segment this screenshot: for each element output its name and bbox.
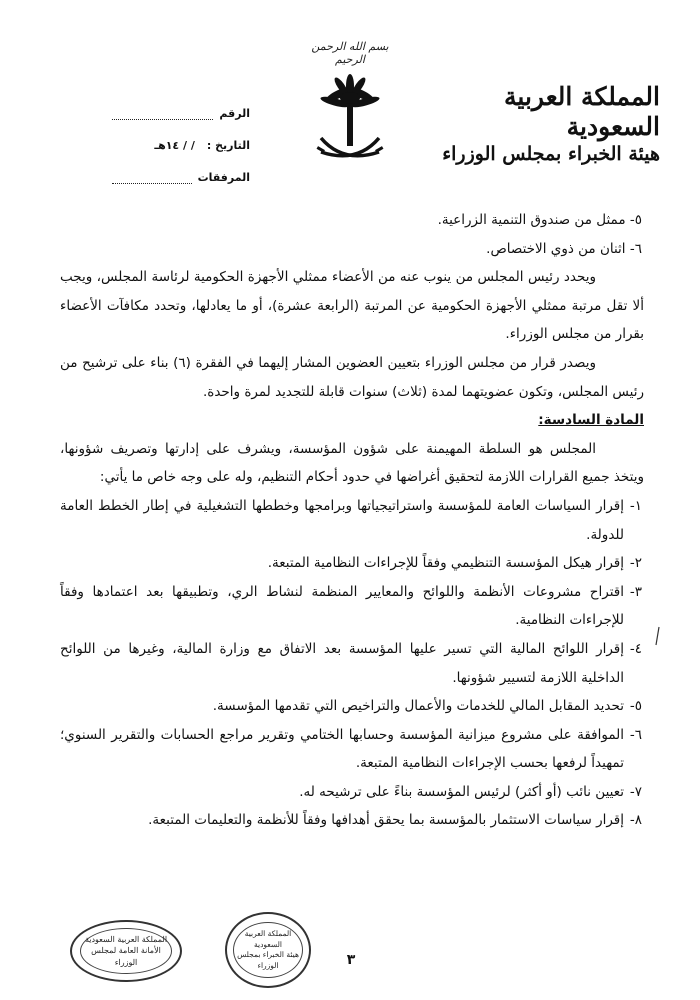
authority-name: هيئة الخبراء بمجلس الوزراء — [442, 143, 660, 165]
list-item-number: ٤- — [629, 640, 642, 657]
list-item — [60, 692, 644, 721]
basmala: بسم الله الرحمن الرحيم — [311, 40, 389, 66]
list-item-text: إقرار هيكل المؤسسة التنظيمي وفقاً للإجراءات النظامية المتبعة. — [267, 555, 624, 572]
list-item — [60, 635, 644, 692]
stamp-text: المملكة العربية السعودية — [244, 929, 292, 949]
list-item-number: ١- — [629, 497, 642, 514]
stamp-inner-ring — [80, 928, 173, 974]
reference-row — [112, 88, 250, 120]
list-item — [60, 721, 644, 778]
list-item-number: ٥- — [629, 698, 642, 715]
list-item — [60, 549, 644, 578]
list-item-text: إقرار السياسات العامة للمؤسسة واستراتيجياتها وبرامجها وخططها التشغيلية في إطار الخطط العامة للدولة. — [60, 497, 624, 543]
article-heading: المادة السادسة: — [538, 412, 644, 429]
list-item-text: إقرار اللوائح المالية التي تسير عليها المؤسسة بعد الاتفاق مع وزارة المالية، وغيرها من اللوائح الداخلية اللازمة لتسيير شؤونها. — [60, 640, 624, 686]
list-item-number: ٧- — [629, 783, 642, 800]
list-item-number: ٢- — [629, 555, 642, 572]
list-item — [60, 492, 644, 549]
list-item-text: اقتراح مشروعات الأنظمة واللوائح والمعايير المنظمة لنشاط الري، وتطبيقها بعد اعتمادها وفقاً للإجراءات النظامية. — [60, 583, 624, 629]
date-label: التاريخ : — [206, 139, 250, 152]
saudi-emblem-icon — [313, 72, 387, 172]
list-item-text: الموافقة على مشروع ميزانية المؤسسة وحسابها الختامي وتقرير مراجع الحسابات والتقرير السنوي؛ تمهيداً لرفعها بحسب الإجراءات النظامية المتبعة. — [60, 726, 624, 772]
reference-block — [112, 88, 250, 184]
reference-line — [112, 107, 213, 120]
letterhead-title — [420, 82, 660, 168]
list-item-text: تعيين نائب (أو أكثر) لرئيس المؤسسة بناءً على ترشيحه له. — [299, 783, 624, 800]
page-number: ٣ — [346, 952, 356, 968]
margin-mark-icon — [654, 626, 662, 646]
list-item-number: ٦- — [629, 726, 642, 743]
kingdom-name: المملكة العربية السعودية — [504, 82, 660, 141]
attachments-label: المرفقات — [197, 171, 250, 184]
general-secretariat-stamp — [70, 920, 182, 982]
paragraph-appointment: ويصدر قرار من مجلس الوزراء بتعيين العضوين المشار إليهما في الفقرة (٦) بناء على ترشيح من رئيس المجلس، وتكون عضويتهما لمدة (ثلاث) سنوات قابلة للتجديد لمرة واحدة. — [60, 354, 644, 400]
list-item — [60, 778, 644, 807]
list-item-text: تحديد المقابل المالي للخدمات والأعمال والتراخيص التي تقدمها المؤسسة. — [212, 698, 624, 715]
document-body — [60, 206, 644, 835]
attachments-line — [112, 171, 192, 184]
list-item — [60, 806, 644, 835]
stamp-text: الأمانة العامة لمجلس الوزراء — [91, 946, 161, 967]
list-item-number: ٣- — [629, 583, 642, 600]
experts-commission-stamp — [225, 912, 311, 988]
paragraph-deputy: ويحدد رئيس المجلس من ينوب عنه من الأعضاء ممثلي الأجهزة الحكومية لرئاسة المجلس، ويجب ألا تقل مرتبة ممثلي الأجهزة الحكومية عن المرتبة (الرابعة عشرة)، أو ما يعادلها، وتحدد مكافآت الأعضاء بقرار من مجلس الوزراء. — [60, 269, 644, 343]
attachments-row — [112, 152, 250, 184]
paragraph-council-authority: المجلس هو السلطة المهيمنة على شؤون المؤسسة، ويشرف على إدارتها وتصريف شؤونها، ويتخذ جميع القرارات اللازمة لتحقيق أغراضها في حدود أحكام التنظيم، وله على وجه خاص ما يأتي: — [60, 440, 644, 486]
member-item-5: ٥- ممثل من صندوق التنمية الزراعية. — [437, 212, 642, 228]
list-item-text: إقرار سياسات الاستثمار بالمؤسسة بما يحقق أهدافها وفقاً للأنظمة والتعليمات المتبعة. — [148, 812, 624, 829]
stamp-inner-ring — [233, 922, 304, 979]
stamp-text: المملكة العربية السعودية — [84, 935, 168, 945]
date-row — [112, 120, 250, 152]
reference-label: الرقم — [219, 107, 250, 120]
list-item — [60, 578, 644, 635]
stamp-text: هيئة الخبراء بمجلس الوزراء — [237, 950, 299, 970]
list-item-number: ٨- — [629, 812, 642, 829]
member-item-6: ٦- اثنان من ذوي الاختصاص. — [486, 240, 642, 257]
date-value: / / ١٤هـ — [154, 139, 195, 152]
